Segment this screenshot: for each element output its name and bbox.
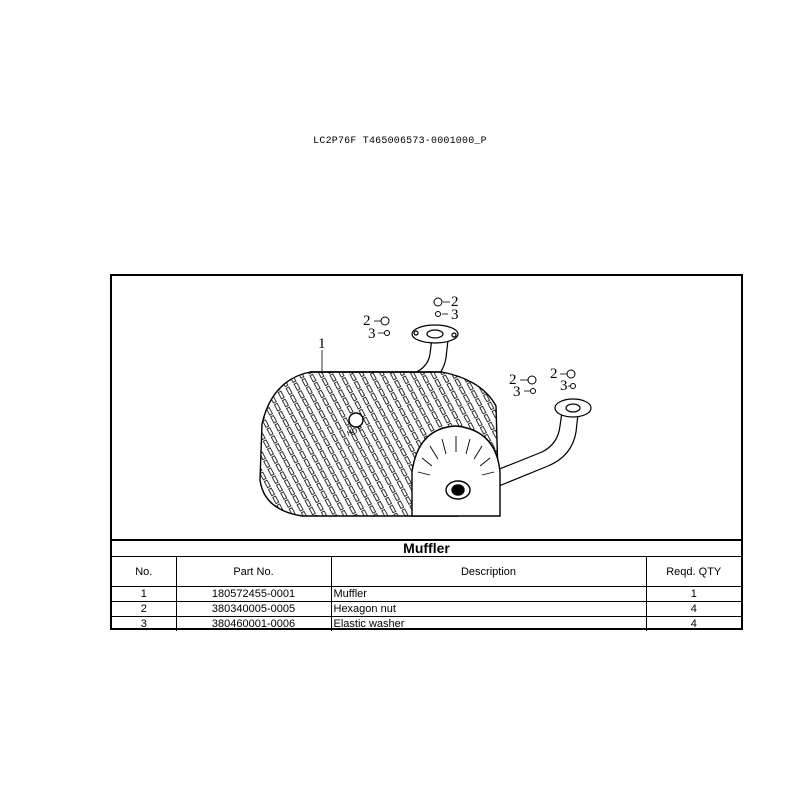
muffler-drawing bbox=[112, 276, 741, 539]
cell-no: 1 bbox=[112, 587, 176, 602]
washer-icon bbox=[571, 384, 576, 389]
callout-3: 3 bbox=[368, 326, 376, 342]
callout-2: 2 bbox=[363, 313, 371, 329]
table-row bbox=[112, 617, 741, 632]
cell-description: Elastic washer bbox=[331, 617, 646, 632]
callout-2: 2 bbox=[550, 366, 558, 382]
washer-icon bbox=[531, 389, 536, 394]
hexagon-nut-icon bbox=[434, 298, 442, 306]
hexagon-nut-icon bbox=[528, 376, 536, 384]
hexagon-nut-icon bbox=[381, 317, 389, 325]
callout-2: 2 bbox=[451, 294, 459, 310]
cell-description: Muffler bbox=[331, 587, 646, 602]
header-no: No. bbox=[112, 557, 176, 587]
header-part-no: Part No. bbox=[176, 557, 331, 587]
cell-no: 3 bbox=[112, 617, 176, 632]
callout-1: 1 bbox=[318, 336, 326, 352]
callout-3: 3 bbox=[451, 307, 459, 323]
exploded-view-figure bbox=[112, 276, 741, 541]
header-description: Description bbox=[331, 557, 646, 587]
parts-sheet bbox=[110, 274, 743, 630]
table-row bbox=[112, 602, 741, 617]
cell-qty: 4 bbox=[646, 602, 741, 617]
header-qty: Reqd. QTY bbox=[646, 557, 741, 587]
hot-warning-icon bbox=[349, 413, 363, 427]
table-header-row bbox=[112, 557, 741, 587]
side-exhaust-pipe bbox=[487, 399, 591, 488]
cell-part-no: 380340005-0005 bbox=[176, 602, 331, 617]
cell-qty: 4 bbox=[690, 618, 697, 630]
svg-text:HOT: HOT bbox=[345, 425, 363, 438]
cell-qty: 1 bbox=[646, 587, 741, 602]
muffler-shell bbox=[260, 372, 500, 516]
callout-3: 3 bbox=[560, 378, 568, 394]
washer-icon bbox=[436, 312, 441, 317]
parts-table bbox=[112, 557, 741, 631]
cell-no: 2 bbox=[112, 602, 176, 617]
callout-3: 3 bbox=[513, 384, 521, 400]
callout-2: 2 bbox=[509, 372, 517, 388]
cell-part-no: 180572455-0001 bbox=[176, 587, 331, 602]
washer-icon bbox=[385, 331, 390, 336]
table-title: Muffler bbox=[112, 541, 741, 557]
cell-description: Hexagon nut bbox=[331, 602, 646, 617]
table-row bbox=[112, 587, 741, 602]
hexagon-nut-icon bbox=[567, 370, 575, 378]
cell-part-no: 380460001-0006 bbox=[176, 617, 331, 632]
document-code: LC2P76F T465006573-0001000_P bbox=[313, 136, 487, 147]
